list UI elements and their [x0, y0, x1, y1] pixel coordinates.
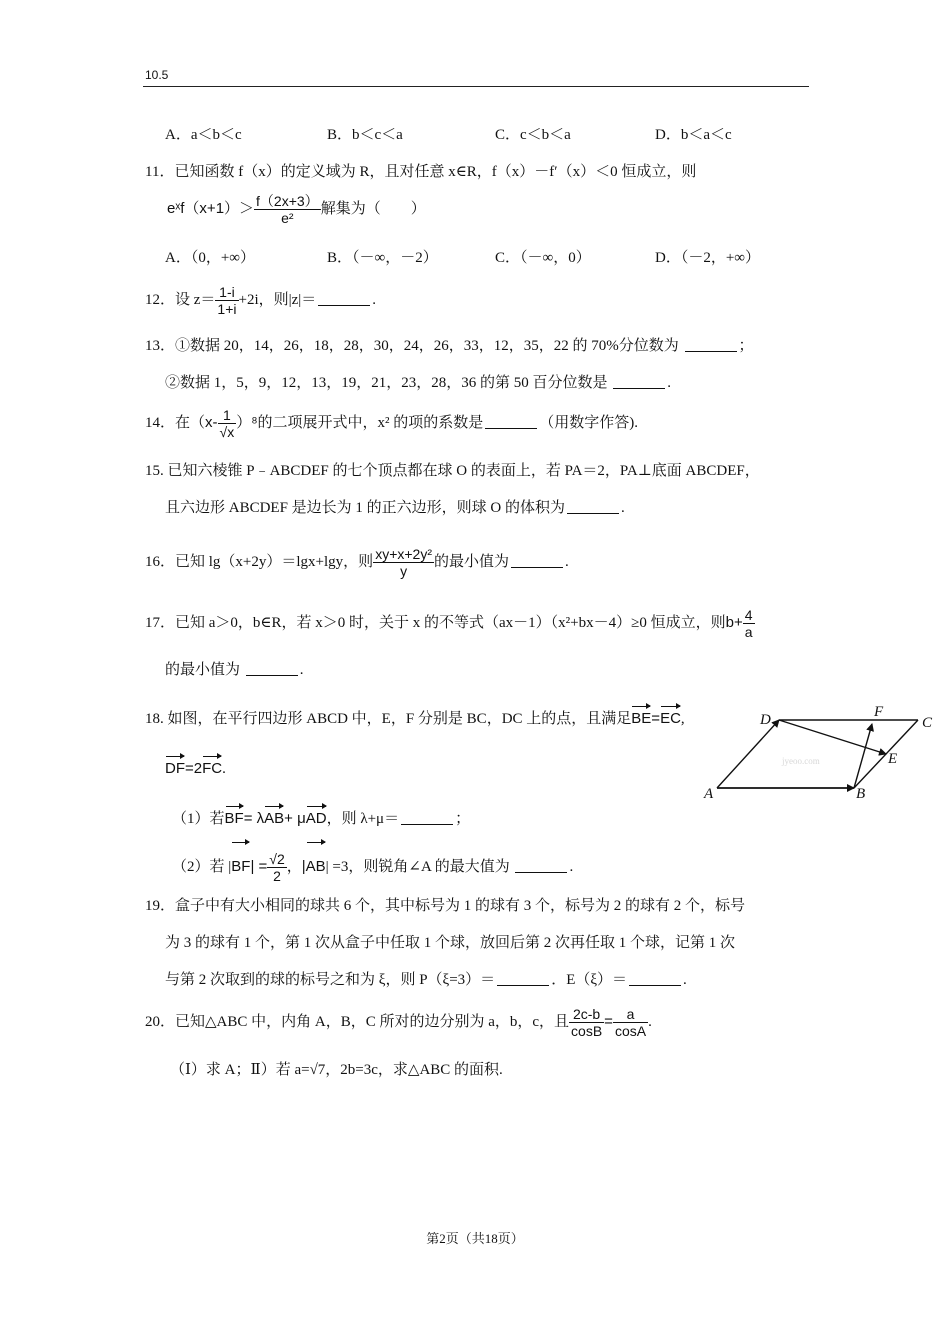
q14	[145, 404, 638, 442]
q11-tail: 解集为（ ）	[320, 201, 426, 217]
q11-option-c: C．（－∞，0）	[495, 250, 591, 266]
q15-blank	[567, 499, 619, 514]
q19-line2: 为 3 的球有 1 个，第 1 次从盒子中任取 1 个球，放回后第 2 次再任取 1 个球，记第 1 次	[165, 935, 736, 951]
q20-fraction-2	[613, 1006, 648, 1039]
q18-p2-end: .	[569, 859, 574, 875]
q14-frac-den: √x	[219, 424, 235, 441]
q14-fraction	[218, 407, 237, 440]
q20-eq: =	[604, 1013, 613, 1030]
vector-fc: FC	[202, 754, 222, 779]
q20-frac2-num: a	[613, 1006, 648, 1023]
q18-part1	[172, 804, 470, 829]
q17-b-plus: b+	[725, 614, 743, 631]
q18-p2-mid3: | =3，则锐角∠A 的最大值为	[325, 859, 510, 875]
q18-fraction	[267, 851, 286, 884]
q16-end: .	[565, 554, 569, 570]
q12-post: +2i，则|z|＝	[238, 292, 317, 308]
q18-line1	[145, 704, 685, 729]
q14-end: （用数字作答).	[539, 415, 639, 431]
q20-fraction-1	[569, 1006, 604, 1039]
q13-line2	[165, 373, 671, 393]
q12-end: .	[372, 292, 377, 308]
q12	[145, 282, 376, 318]
q10-option-a: A．a＜b＜c	[165, 127, 242, 143]
parallelogram-figure	[700, 700, 940, 805]
q18-p1-post: ，则 λ+μ＝	[326, 811, 400, 827]
q13-end1: ；	[738, 338, 754, 354]
label-f: F	[874, 704, 884, 720]
q14-pre: 14．在	[145, 415, 191, 431]
page-footer: 第2页（共18页）	[426, 1231, 524, 1246]
q11-frac-num: f（2x+3）	[256, 193, 319, 210]
label-b: B	[856, 786, 866, 802]
q18-frac-num: √2	[269, 851, 285, 868]
q14-post: 的二项展开式中，x² 的项的系数是	[257, 415, 484, 431]
q18-p1-mu: + μ	[284, 810, 306, 827]
q10-option-d: D．b＜a＜c	[655, 127, 732, 143]
q11-fraction	[254, 193, 321, 226]
q16-blank	[511, 553, 563, 568]
q15-line2	[165, 498, 625, 518]
q18-frac-den: 2	[273, 868, 281, 885]
q12-frac-num: 1-i	[215, 284, 238, 301]
vector-ab: AB	[264, 804, 284, 829]
q11-frac-den: e²	[281, 210, 294, 227]
q18-p2-pre: （2）若 |	[172, 859, 232, 875]
q10-option-b: B．b＜c＜a	[327, 127, 403, 143]
q19-mid: ．E（ξ）＝	[551, 972, 628, 988]
q13-blank2	[613, 374, 665, 389]
q16-fraction	[373, 546, 434, 579]
q20	[145, 1000, 652, 1044]
q20-frac1-num: 2c-b	[569, 1006, 604, 1023]
q16-post: 的最小值为	[434, 554, 510, 570]
q12-blank	[318, 291, 370, 306]
vector-be: BE	[631, 704, 651, 729]
q16-pre: 16．已知 lg（x+2y）＝lgx+lgy，则	[145, 554, 374, 570]
q11-inequality	[167, 192, 426, 226]
q17-stem: 17．已知 a＞0，b∈R，若 x＞0 时，关于 x 的不等式（ax－1）（x²+bx－4）≥0 恒成立，则	[145, 615, 726, 631]
q20-frac1-den: cosB	[571, 1023, 603, 1040]
q11-option-b: B．（－∞，－2）	[327, 250, 438, 266]
q17-line1	[145, 604, 755, 642]
label-a: A	[704, 786, 714, 802]
q18-comma: ,	[680, 711, 685, 727]
q18-p2-mid: | =	[250, 858, 268, 875]
q20-frac2-den: cosA	[614, 1023, 647, 1040]
q18-eq: =	[651, 710, 661, 727]
q17-frac-num: 4	[744, 607, 753, 624]
vector-de-arrow	[779, 720, 886, 754]
q16	[145, 540, 569, 584]
q16-frac-den: y	[400, 563, 408, 580]
q18-blank1	[401, 810, 453, 825]
q20-part: （Ⅰ）求 A；Ⅱ）若 a=√7，2b=3c，求△ABC 的面积.	[170, 1062, 503, 1078]
label-c: C	[922, 715, 933, 731]
q17-blank	[246, 661, 298, 676]
q11-lhs: eˣf（x+1）＞	[167, 200, 255, 217]
vector-bf-2: BF	[231, 840, 250, 889]
q18-part2	[172, 840, 573, 889]
header-rule	[143, 86, 809, 87]
q13-part1: 13．①数据 20，14，26，18，28，30，24，26，33，12，35，22 的 70%分位数为	[145, 338, 679, 354]
q18-dot: .	[222, 761, 226, 777]
q16-frac-num: xy+x+2y²	[375, 546, 432, 563]
q12-frac-den: 1+i	[217, 301, 237, 318]
q17-fraction	[743, 607, 755, 640]
q18-p2-mid2: ，|	[286, 858, 306, 875]
vector-ab-2: AB	[306, 840, 326, 889]
q18-blank2	[515, 858, 567, 873]
q19-blank2	[629, 971, 681, 986]
q20-pre: 20．已知△ABC 中，内角 A，B，C 所对的边分别为 a，b，c，且	[145, 1014, 570, 1030]
vector-ad: AD	[306, 804, 327, 829]
q13-part2: ②数据 1，5，9，12，13，19，21，23，28，36 的第 50 百分位数是	[165, 375, 608, 391]
q11-option-d: D．（－2，+∞）	[655, 250, 760, 266]
q13-line1	[145, 336, 754, 356]
q15-line1: 15. 已知六棱锥 P﹣ABCDEF 的七个顶点都在球 O 的表面上，若 PA＝2，PA⊥底面 ABCDEF，	[145, 463, 760, 479]
q18-p1-pre: （1）若	[172, 811, 225, 827]
q19-part3: 与第 2 次取到的球的标号之和为 ξ，则 P（ξ=3）＝	[165, 972, 496, 988]
q13-end2: .	[667, 375, 672, 391]
q10-option-c: C．c＜b＜a	[495, 127, 571, 143]
q14-expr-left: （x-	[190, 414, 218, 431]
q14-frac-num: 1	[218, 407, 237, 424]
q17-end: .	[299, 662, 304, 678]
vector-df: DF	[165, 754, 185, 779]
q12-pre: 12．设 z＝	[145, 292, 216, 308]
q15-part2: 且六边形 ABCDEF 是边长为 1 的正六边形，则球 O 的体积为	[165, 500, 566, 516]
q18-eq2: =2	[185, 760, 203, 777]
q19-line3	[165, 970, 687, 990]
q15-end: .	[621, 500, 625, 516]
q18-p1-end: ；	[455, 811, 471, 827]
vector-bf: BF	[225, 804, 244, 829]
q17-part2: 的最小值为	[165, 662, 241, 678]
q12-fraction	[215, 284, 238, 317]
q17-frac-den: a	[744, 624, 753, 641]
q18-p1-lambda: = λ	[243, 810, 265, 827]
vector-ec: EC	[660, 704, 681, 729]
q18-line2	[165, 754, 226, 779]
watermark-text: jyeoo.com	[782, 756, 820, 766]
header-label: 10.5	[145, 68, 169, 82]
q17-line2	[165, 660, 304, 680]
q11-option-a: A．（0，+∞）	[165, 250, 255, 266]
vector-ad-arrow	[717, 720, 779, 788]
q19-blank1	[497, 971, 549, 986]
q19-line1: 19．盒子中有大小相同的球共 6 个，其中标号为 1 的球有 3 个，标号为 2 的球有 2 个，标号	[145, 898, 746, 914]
q20-end: .	[648, 1014, 652, 1030]
q11-stem: 11．已知函数 f（x）的定义域为 R，且对任意 x∈R，f（x）－f′（x）＜0 恒成立，则	[145, 164, 697, 180]
q13-blank1	[685, 337, 737, 352]
label-e: E	[888, 751, 898, 767]
q14-blank	[485, 414, 537, 429]
q14-expr-right: ）⁸	[236, 414, 258, 431]
q19-end: .	[683, 972, 687, 988]
label-d: D	[760, 712, 771, 728]
q18-stem: 18. 如图，在平行四边形 ABCD 中，E，F 分别是 BC，DC 上的点，且满足	[145, 711, 632, 727]
